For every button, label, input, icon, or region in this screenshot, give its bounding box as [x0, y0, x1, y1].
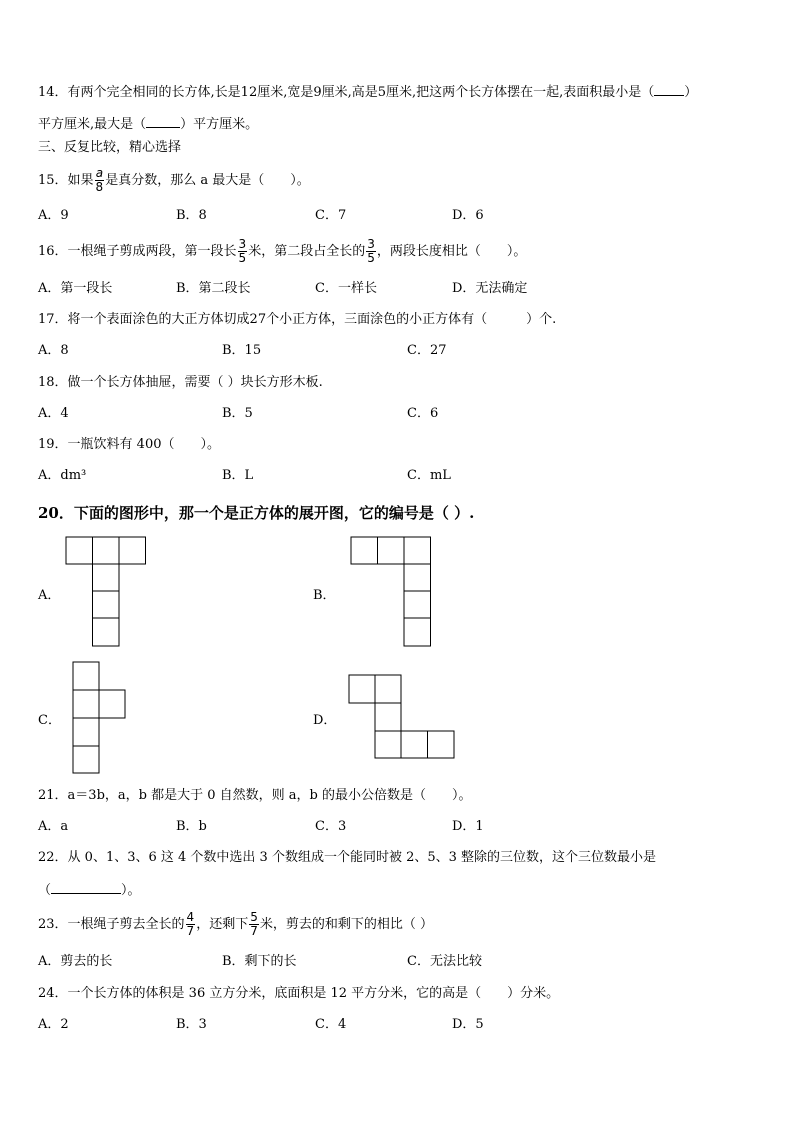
option-a[interactable]: A．dm³	[38, 468, 87, 483]
fraction-a-over-8	[95, 167, 105, 194]
question-15	[38, 166, 310, 196]
option-d[interactable]: D．无法确定	[452, 281, 528, 296]
question-17: 17．将一个表面涂色的大正方体切成27个小正方体，三面涂色的小正方体有（ ）个.	[38, 312, 557, 327]
option-b[interactable]: B．8	[176, 208, 207, 223]
section-heading: 三、反复比较，精心选择	[38, 140, 182, 155]
option-b[interactable]: B．L	[222, 468, 254, 483]
option-a[interactable]: A．剪去的长	[38, 954, 113, 969]
option-b-label[interactable]: B．	[313, 588, 336, 603]
answer-blank[interactable]	[146, 115, 180, 128]
question-22-line-2	[38, 881, 141, 899]
option-c[interactable]: C．mL	[407, 468, 451, 483]
option-c-label[interactable]: C．	[38, 713, 61, 728]
option-a[interactable]: A．第一段长	[38, 281, 113, 296]
option-b[interactable]: B．剩下的长	[222, 954, 297, 969]
question-14-line-2	[38, 115, 258, 133]
fraction-numerator: 3	[238, 237, 247, 251]
answer-blank[interactable]	[51, 881, 121, 894]
option-d[interactable]: D．5	[452, 1017, 484, 1032]
option-b[interactable]: B．第二段长	[176, 281, 251, 296]
question-16	[38, 237, 526, 267]
answer-blank[interactable]	[654, 83, 684, 96]
question-23-text: 23．一根绳子剪去全长的	[38, 917, 185, 932]
fraction-numerator: 4	[186, 910, 195, 924]
option-c[interactable]: C．无法比较	[407, 954, 482, 969]
option-a[interactable]: A．8	[38, 343, 69, 358]
option-c[interactable]: C．3	[315, 819, 347, 834]
question-16-text-2: 米，第二段占全长的	[248, 244, 366, 259]
fraction-4-over-7	[186, 911, 196, 938]
question-23	[38, 910, 433, 940]
option-c[interactable]: C．4	[315, 1017, 347, 1032]
option-c[interactable]: C．6	[407, 406, 439, 421]
paren-open: （	[38, 883, 52, 898]
question-14-unit: ）平方厘米。	[180, 117, 259, 132]
question-15-text: 15．如果	[38, 173, 94, 188]
question-14-text-2: 平方厘米,最大是（	[38, 117, 147, 132]
cube-net-c	[72, 661, 128, 775]
fraction-denominator: 8	[95, 180, 104, 194]
question-18: 18．做一个长方体抽屉，需要（ ）块长方形木板.	[38, 375, 323, 390]
fraction-3-over-5	[238, 238, 248, 265]
fraction-3-over-5	[366, 238, 376, 265]
fraction-numerator: 5	[250, 910, 258, 924]
option-d[interactable]: D．6	[452, 208, 484, 223]
paren-close: ）	[684, 85, 698, 100]
question-14-line-1	[38, 83, 697, 101]
fraction-5-over-7	[249, 911, 259, 938]
option-a[interactable]: A．2	[38, 1017, 69, 1032]
question-15-text-2: 是真分数，那么 a 最大是（ ）。	[105, 173, 310, 188]
question-23-text-2: ，还剩下	[196, 917, 249, 932]
option-a[interactable]: A．4	[38, 406, 69, 421]
option-b[interactable]: B．15	[222, 343, 262, 358]
option-c[interactable]: C．一样长	[315, 281, 377, 296]
question-16-text-3: ，两段长度相比（ ）。	[376, 244, 527, 259]
option-a[interactable]: A．a	[38, 819, 69, 834]
question-22-line-1: 22．从 0、1、3、6 这 4 个数中选出 3 个数组成一个能同时被 2、5、3 整除的三位数，这个三位数最小是	[38, 850, 657, 865]
option-b[interactable]: B．3	[176, 1017, 207, 1032]
option-d[interactable]: D．1	[452, 819, 484, 834]
fraction-numerator: a	[95, 166, 104, 180]
question-14-text: 14．有两个完全相同的长方体,长是12厘米,宽是9厘米,高是5厘米,把这两个长方体摆在一起,表面积最小是（	[38, 85, 655, 100]
fraction-numerator: 3	[367, 237, 375, 251]
option-b[interactable]: B．b	[176, 819, 207, 834]
cube-net-a	[65, 536, 147, 648]
option-d-label[interactable]: D．	[313, 713, 337, 728]
question-20: 20．下面的图形中，那一个是正方体的展开图，它的编号是（ ）.	[38, 504, 475, 522]
question-16-text: 16．一根绳子剪成两段，第一段长	[38, 244, 237, 259]
fraction-denominator: 7	[186, 924, 195, 938]
option-c[interactable]: C．27	[407, 343, 447, 358]
option-a[interactable]: A．9	[38, 208, 69, 223]
option-c[interactable]: C．7	[315, 208, 347, 223]
option-a-label[interactable]: A．	[38, 588, 61, 603]
question-24: 24．一个长方体的体积是 36 立方分米，底面积是 12 平方分米，它的高是（ ）分米。	[38, 986, 560, 1001]
paren-close: ）。	[121, 883, 141, 898]
cube-net-b	[350, 536, 432, 648]
question-23-text-3: 米，剪去的和剩下的相比（ ）	[259, 917, 433, 932]
option-b[interactable]: B．5	[222, 406, 253, 421]
question-19: 19．一瓶饮料有 400（ ）。	[38, 437, 220, 452]
cube-net-d	[348, 674, 456, 760]
fraction-denominator: 5	[367, 251, 375, 265]
question-21: 21．a＝3b，a，b 都是大于 0 自然数，则 a，b 的最小公倍数是（ ）。	[38, 788, 472, 803]
fraction-denominator: 7	[250, 924, 258, 938]
fraction-denominator: 5	[238, 251, 247, 265]
